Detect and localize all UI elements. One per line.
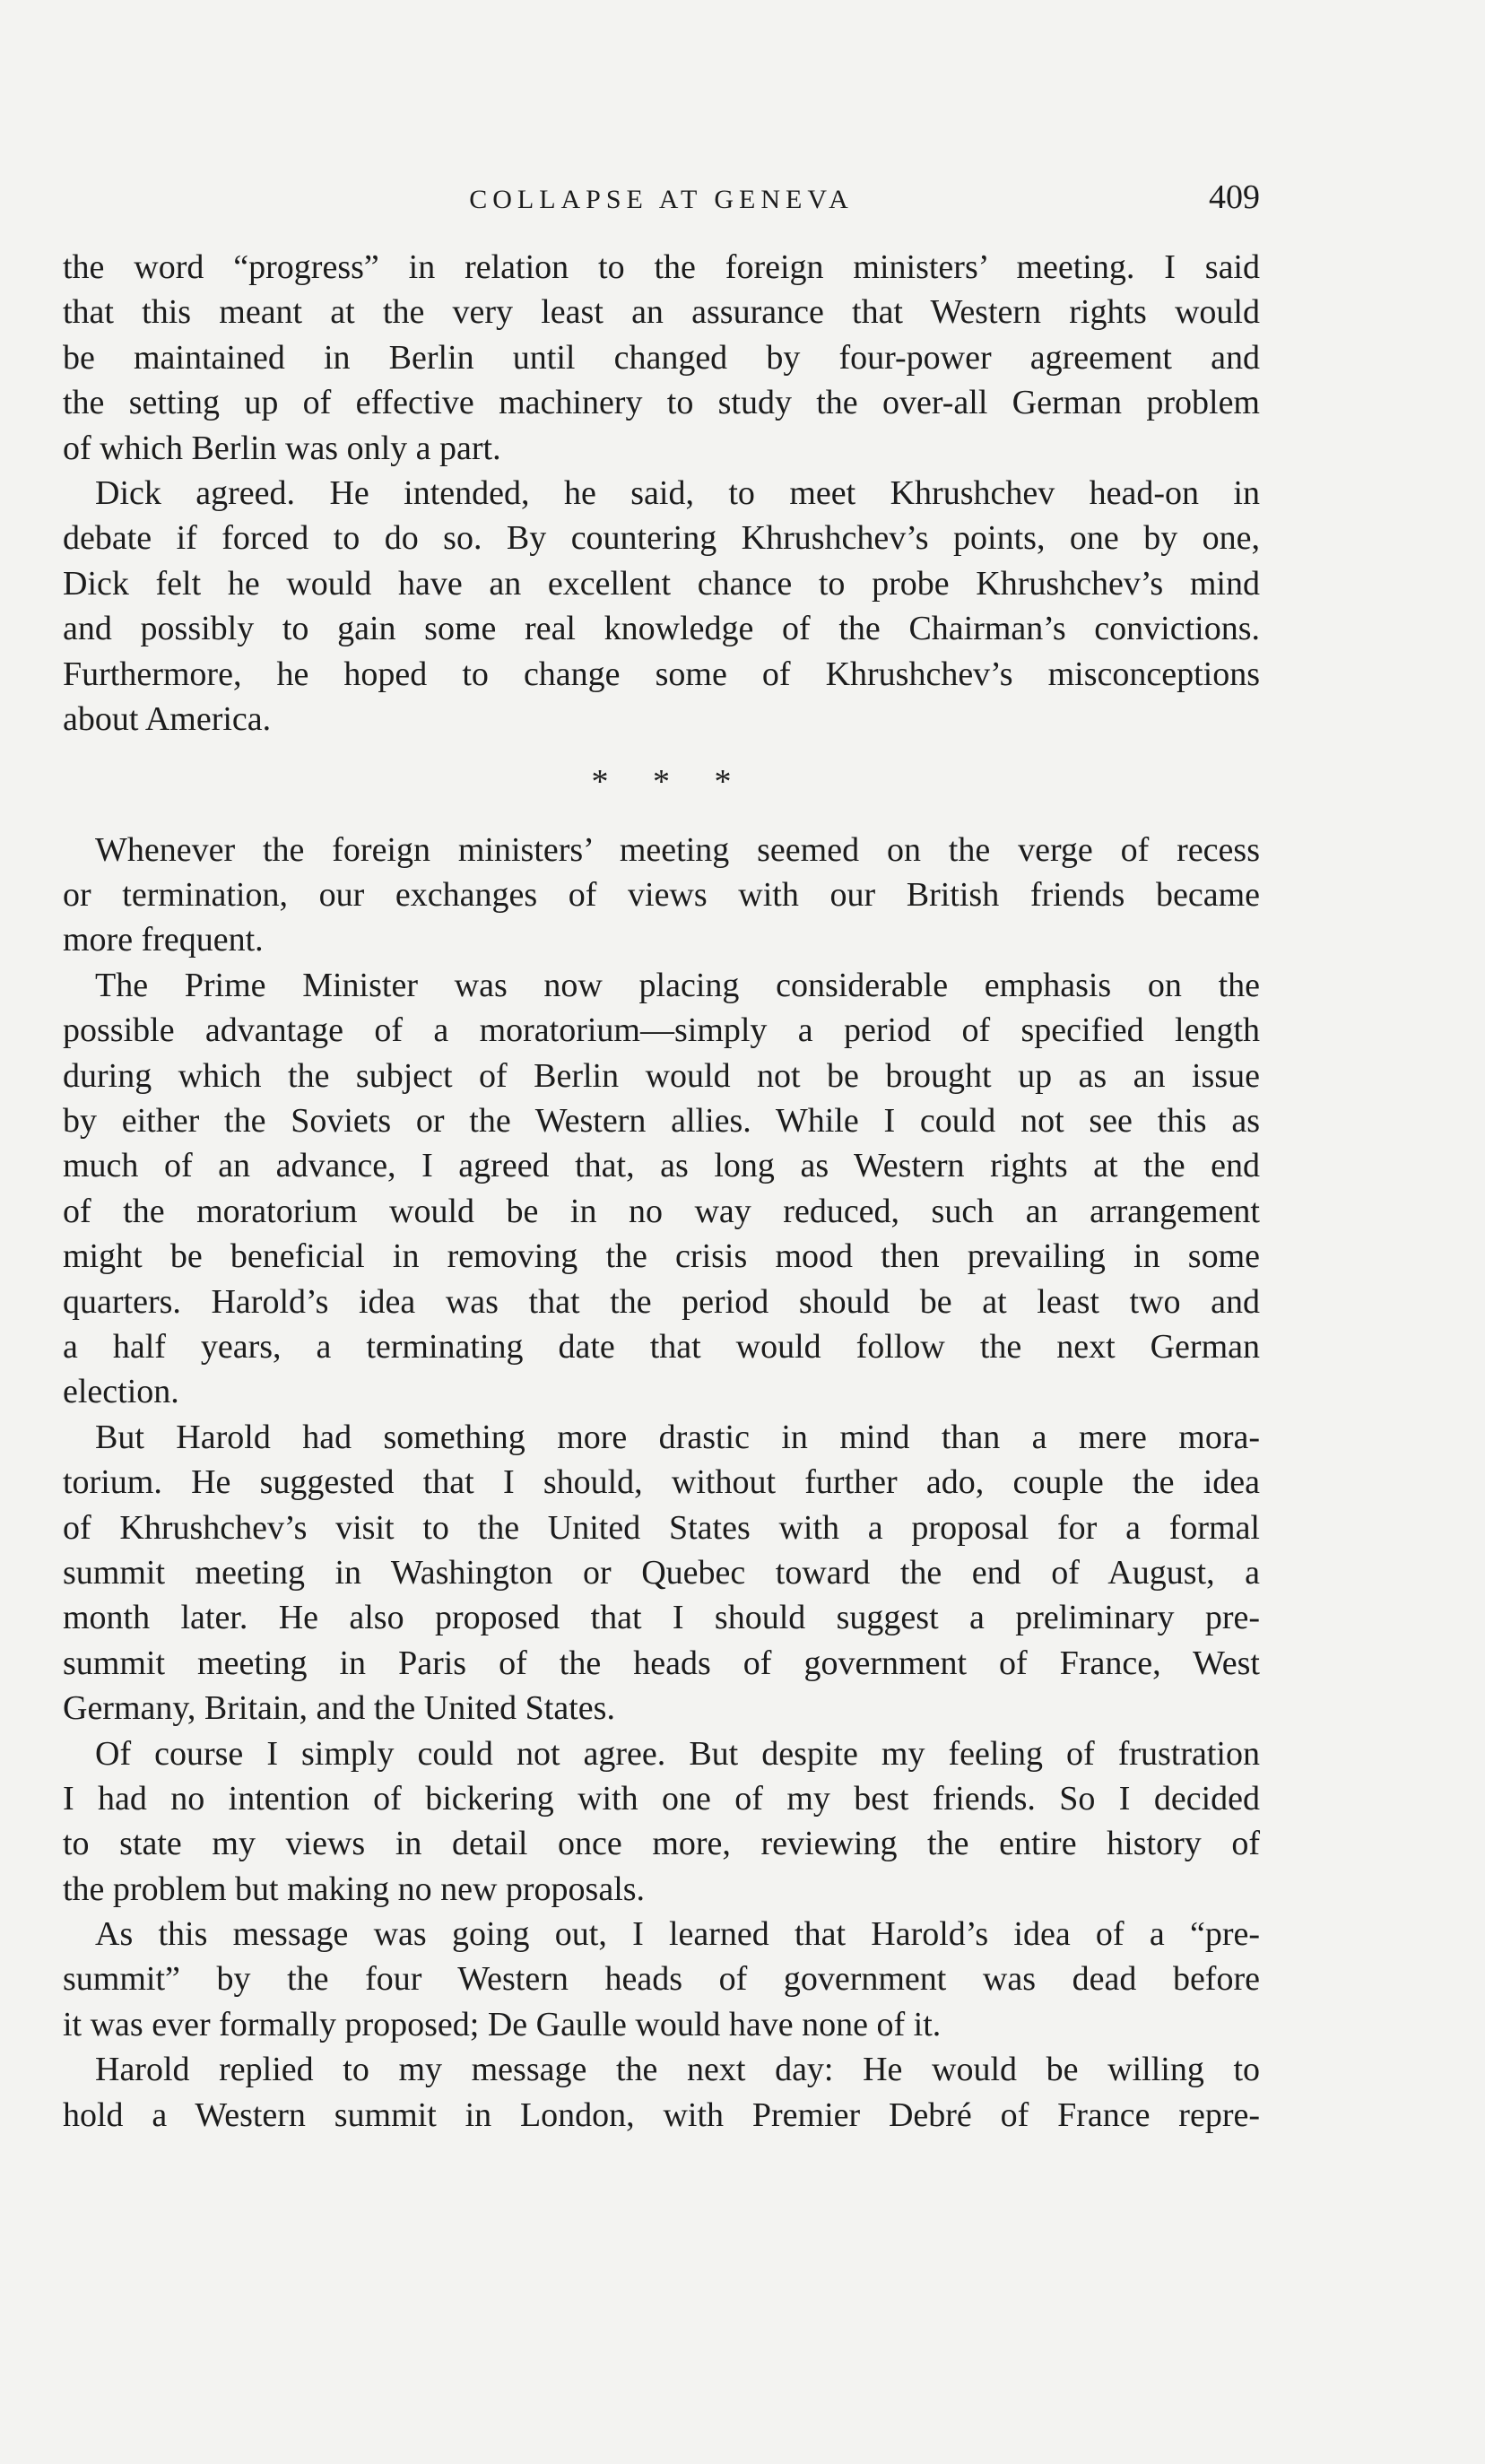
- text-line: The Prime Minister was now placing considerable emphasis on the: [95, 966, 1260, 1004]
- text-line: Furthermore, he hoped to change some of Khrushchev’s misconceptions: [63, 655, 1260, 693]
- paragraph: [63, 1912, 1260, 2047]
- text-line: of which Berlin was only a part.: [63, 429, 501, 467]
- text-line: Harold replied to my message the next day: He would be willing to: [95, 2051, 1260, 2089]
- page-number: 409: [1209, 178, 1260, 216]
- running-title: COLLAPSE AT GENEVA: [469, 185, 854, 214]
- text-line: As this message was going out, I learned that Harold’s idea of a “pre-: [95, 1915, 1260, 1954]
- paragraph: [63, 828, 1260, 963]
- text-line: torium. He suggested that I should, without further ado, couple the idea: [63, 1463, 1260, 1502]
- section-break: * * *: [591, 763, 732, 802]
- paragraph: [63, 963, 1260, 1415]
- text-line: summit” by the four Western heads of government was dead before: [63, 1960, 1260, 1999]
- paragraph: [63, 471, 1260, 742]
- paragraph: [63, 1731, 1260, 1913]
- section: [63, 245, 1260, 742]
- text-line: month later. He also proposed that I should suggest a preliminary pre-: [63, 1599, 1260, 1637]
- text-line: Whenever the foreign ministers’ meeting seemed on the verge of recess: [95, 830, 1260, 869]
- text-line: quarters. Harold’s idea was that the period should be at least two and: [63, 1282, 1260, 1321]
- text-line: Dick felt he would have an excellent chance to probe Khrushchev’s mind: [63, 564, 1260, 603]
- running-header: [63, 178, 1260, 222]
- text-line: the word “progress” in relation to the foreign ministers’ meeting. I said: [63, 248, 1260, 286]
- text-line: to state my views in detail once more, reviewing the entire history of: [63, 1825, 1260, 1863]
- text-line: election.: [63, 1373, 179, 1411]
- text-line: or termination, our exchanges of views with our British friends became: [63, 876, 1260, 915]
- text-line: more frequent.: [63, 921, 264, 959]
- text-line: Dick agreed. He intended, he said, to meet Khrushchev head-on in: [95, 473, 1260, 512]
- text-line: the setting up of effective machinery to study the over-all German problem: [63, 384, 1260, 422]
- text-line: the problem but making no new proposals.: [63, 1870, 646, 1908]
- text-line: of Khrushchev’s visit to the United States with a proposal for a formal: [63, 1508, 1260, 1547]
- text-line: summit meeting in Paris of the heads of government of France, West: [63, 1644, 1260, 1682]
- section: [63, 828, 1260, 2138]
- text-line: by either the Soviets or the Western allies. While I could not see this as: [63, 1102, 1260, 1141]
- text-line: that this meant at the very least an assurance that Western rights would: [63, 293, 1260, 332]
- text-line: possible advantage of a moratorium—simply a period of specified length: [63, 1011, 1260, 1050]
- text-line: debate if forced to do so. By countering Khrushchev’s points, one by one,: [63, 519, 1260, 558]
- text-line: summit meeting in Washington or Quebec toward the end of August, a: [63, 1553, 1260, 1592]
- text-line: might be beneficial in removing the crisis mood then prevailing in some: [63, 1237, 1260, 1276]
- page-body: [63, 245, 1260, 2138]
- text-line: Germany, Britain, and the United States.: [63, 1689, 615, 1728]
- text-line: hold a Western summit in London, with Premier Debré of France repre-: [63, 2095, 1260, 2134]
- text-line: it was ever formally proposed; De Gaulle would have none of it.: [63, 2005, 942, 2043]
- paragraph: [63, 245, 1260, 471]
- text-line: Of course I simply could not agree. But despite my feeling of frustration: [95, 1734, 1260, 1773]
- text-line: and possibly to gain some real knowledge of the Chairman’s convictions.: [63, 610, 1260, 648]
- paragraph: [63, 2047, 1260, 2138]
- text-line: much of an advance, I agreed that, as long as Western rights at the end: [63, 1147, 1260, 1185]
- text-line: during which the subject of Berlin would not be brought up as an issue: [63, 1056, 1260, 1095]
- text-line: be maintained in Berlin until changed by four-power agreement and: [63, 338, 1260, 377]
- text-line: I had no intention of bickering with one of my best friends. So I decided: [63, 1779, 1260, 1818]
- text-line: a half years, a terminating date that would follow the next German: [63, 1327, 1260, 1366]
- paragraph: [63, 1415, 1260, 1731]
- text-line: But Harold had something more drastic in mind than a mere mora-: [95, 1418, 1260, 1456]
- text-line: of the moratorium would be in no way reduced, such an arrangement: [63, 1192, 1260, 1230]
- text-line: about America.: [63, 699, 272, 738]
